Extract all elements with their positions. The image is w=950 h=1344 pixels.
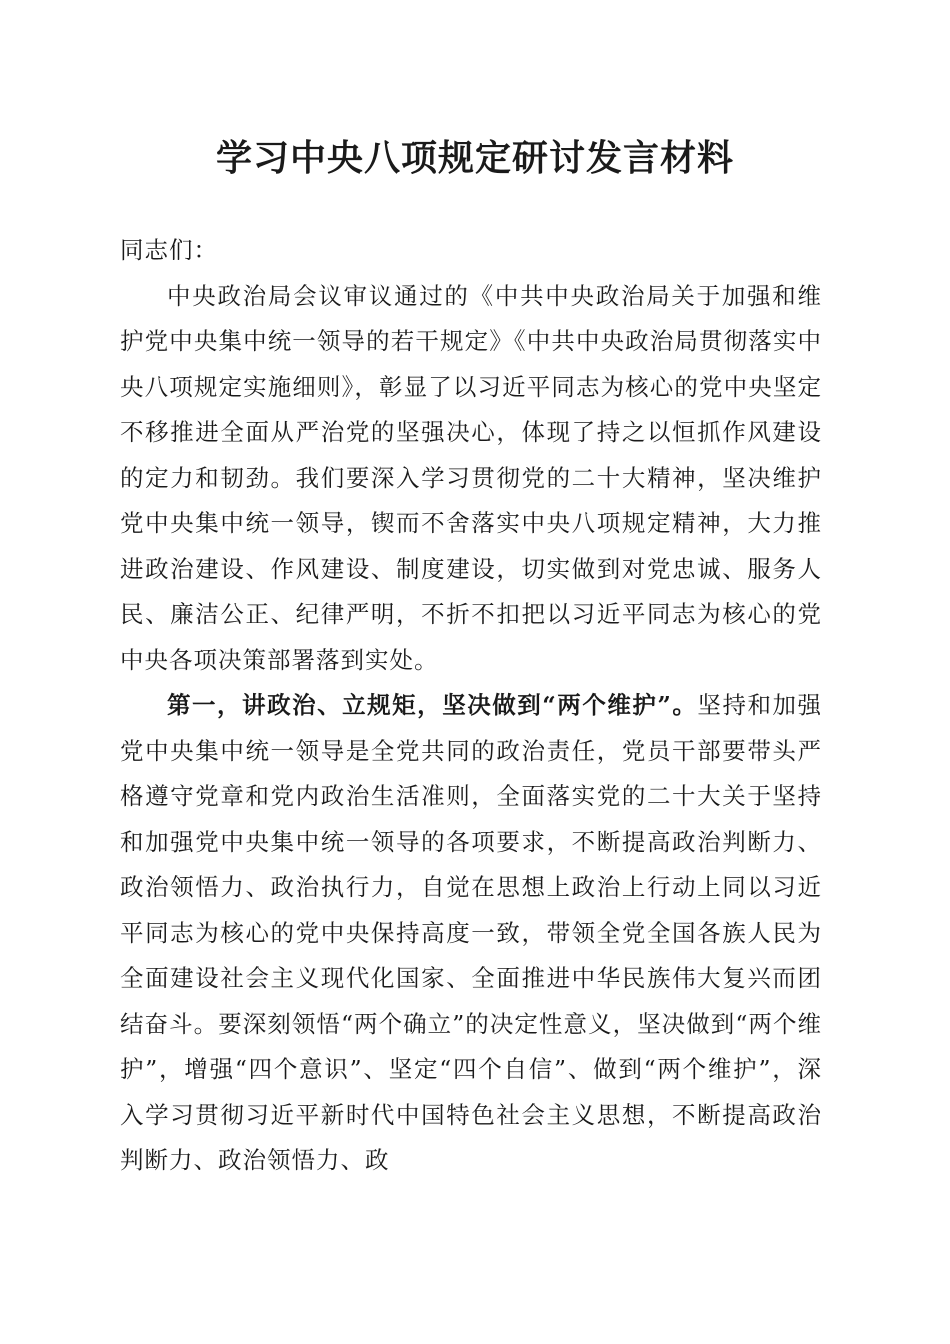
document-title: 学习中央八项规定研讨发言材料 <box>215 137 734 179</box>
paragraph-lead-sentence: 第一，讲政治、立规矩，坚决做到“两个维护”。 <box>167 691 698 719</box>
paragraph-body-text: 坚持和加强党中央集中统一领导是全党共同的政治责任，党员干部要带头严格遵守党章和党内政治生活准则，全面落实党的二十大关于坚持和加强党中央集中统一领导的各项要求，不断提高政治判断力、政治领悟力、政治执行力，自觉在思想上政治上行动上同以习近平同志为核心的党中央保持高度一致，带领全党全国各族人民为全面建设社会主义现代化国家、全面推进中华民族伟大复兴而团结奋斗。要深刻领悟“两个确立”的决定性意义，坚决做到“两个维护”，增强“四个意识”、坚定“四个自信”、做到“两个维护”，深入学习贯彻习近平新时代中国特色社会主义思想，不断提高政治判断力、政治领悟力、政 <box>120 691 822 1174</box>
document-body <box>120 228 822 1184</box>
paragraph-intro: 中央政治局会议审议通过的《中共中央政治局关于加强和维护党中央集中统一领导的若干规定》《中共中央政治局贯彻落实中央八项规定实施细则》，彰显了以习近平同志为核心的党中央坚定不移推进全面从严治党的坚强决心，体现了持之以恒抓作风建设的定力和韧劲。我们要深入学习贯彻党的二十大精神，坚决维护党中央集中统一领导，锲而不舍落实中央八项规定精神，大力推进政治建设、作风建设、制度建设，切实做到对党忠诚、服务人民、廉洁公正、纪律严明，不折不扣把以习近平同志为核心的党中央各项决策部署落到实处。 <box>120 281 822 674</box>
salutation: 同志们： <box>120 236 218 264</box>
paragraph-first-point <box>120 683 822 1184</box>
